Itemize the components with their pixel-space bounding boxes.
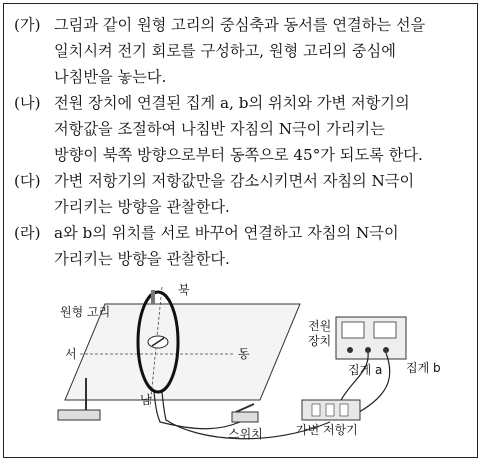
switch-label: 스위치 (228, 427, 263, 441)
switch (232, 412, 258, 422)
step-label: (나) (14, 94, 41, 112)
circuit-figure (50, 282, 470, 452)
step-line: 그림과 같이 원형 고리의 중심축과 동서를 연결하는 선을 (54, 16, 426, 34)
step-text (54, 220, 469, 272)
resistor-label: 가변 저항기 (296, 423, 358, 437)
terminal (383, 347, 389, 353)
step-text (54, 12, 469, 90)
step-line: a와 b의 위치를 서로 바꾸어 연결하고 자침의 N극이 (54, 224, 399, 242)
north-label: 북 (178, 283, 190, 297)
lab-stand-base (58, 410, 100, 420)
step-label: (라) (14, 224, 41, 242)
resistor-coil (312, 404, 320, 416)
power-label-1: 전원 (308, 319, 332, 333)
step-line: 저항값을 조절하여 나침반 자침의 N극이 가리키는 (54, 120, 385, 138)
step-line: 전원 장치에 연결된 집게 a, b의 위치와 가변 저항기의 (54, 94, 410, 112)
step-line: 나침반을 놓는다. (54, 68, 167, 86)
step-label: (가) (14, 16, 41, 34)
ring-post (151, 290, 155, 304)
east-label: 동 (238, 347, 250, 361)
wire-clip-a (340, 353, 368, 402)
step-label: (다) (14, 172, 41, 190)
step-line: 가변 저항기의 저항값만을 감소시키면서 자침의 N극이 (54, 172, 415, 190)
clip-b-label: 집게 b (406, 361, 441, 375)
step-na (14, 90, 469, 168)
step-da (14, 168, 469, 220)
step-text (54, 168, 469, 220)
meter-right (374, 322, 396, 338)
step-line: 가리키는 방향을 관찰한다. (54, 250, 230, 268)
meter-left (342, 322, 364, 338)
ring-label: 원형 고리 (60, 305, 111, 319)
south-label: 남 (140, 393, 152, 407)
terminal (365, 347, 371, 353)
clip-a-label: 집게 a (348, 363, 383, 377)
step-ra (14, 220, 469, 272)
resistor-coil (326, 404, 334, 416)
step-ga (14, 12, 469, 90)
experiment-steps (14, 12, 469, 272)
power-label-2: 장치 (308, 334, 332, 348)
step-line: 가리키는 방향을 관찰한다. (54, 198, 230, 216)
resistor-coil (340, 404, 348, 416)
terminal (347, 347, 353, 353)
step-text (54, 90, 469, 168)
west-label: 서 (65, 347, 77, 361)
step-line: 일치시켜 전기 회로를 구성하고, 원형 고리의 중심에 (54, 42, 396, 60)
step-line: 방향이 북쪽 방향으로부터 동쪽으로 45°가 되도록 한다. (54, 146, 423, 164)
switch-lever (236, 404, 254, 412)
